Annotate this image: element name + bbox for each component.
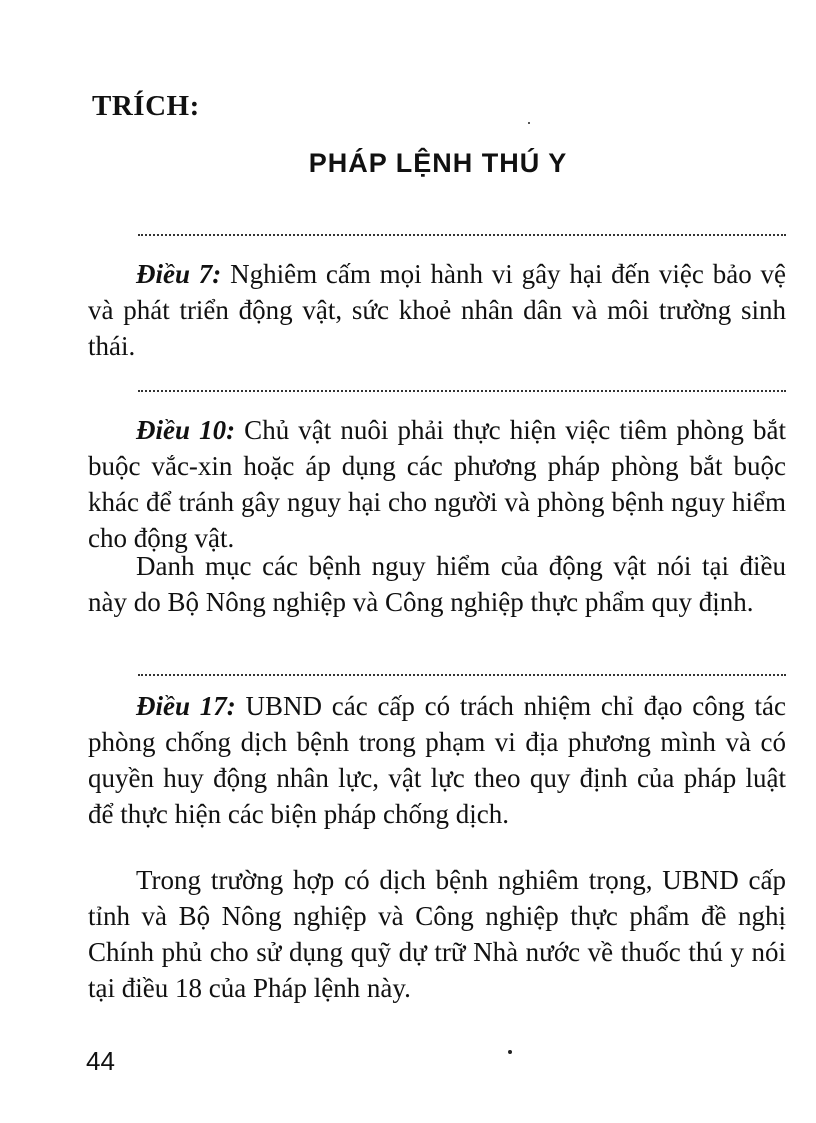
page-number: 44 [86,1046,115,1076]
article-label: Điều 7: [136,259,222,289]
article-10-paragraph-2: Danh mục các bệnh nguy hiểm của động vật nói tại điều này do Bộ Nông nghiệp và Công nghiệp thực phẩm quy định. [88,551,786,617]
article-17-paragraph-2: Trong trường hợp có dịch bệnh nghiêm trọng, UBND cấp tỉnh và Bộ Nông nghiệp và Công nghiệp thực phẩm đề nghị Chính phủ cho sử dụng quỹ dự trữ Nhà nước về thuốc thú y nói tại điều 18 của Pháp lệnh này. [88,865,786,1003]
ellipsis-separator [138,234,786,236]
article-10 [88,412,786,556]
article-label: Điều 10: [136,415,236,445]
article-7 [88,256,786,364]
article-text: Nghiêm cấm mọi hành vi gây hại đến việc bảo vệ và phát triển động vật, sức khoẻ nhân dân và môi trường sinh thái. [88,259,786,361]
ellipsis-separator [138,390,786,392]
scan-speck [528,122,530,124]
article-text: UBND các cấp có trách nhiệm chỉ đạo công tác phòng chống dịch bệnh trong phạm vi địa phương mình và có quyền huy động nhân lực, vật lực theo quy định của pháp luật để thực hiện các biện pháp chống dịch. [88,691,786,829]
article-text: Chủ vật nuôi phải thực hiện việc tiêm phòng bắt buộc vắc-xin hoặc áp dụng các phương pháp phòng bắt buộc khác để tránh gây nguy hại cho người và phòng bệnh nguy hiểm cho động vật. [88,415,787,553]
scan-speck [508,1050,512,1054]
ellipsis-separator [138,674,786,676]
excerpt-label: TRÍCH: [92,90,200,122]
article-17 [88,688,786,832]
document-title: PHÁP LỆNH THÚ Y [308,148,568,178]
article-label: Điều 17: [136,691,236,721]
